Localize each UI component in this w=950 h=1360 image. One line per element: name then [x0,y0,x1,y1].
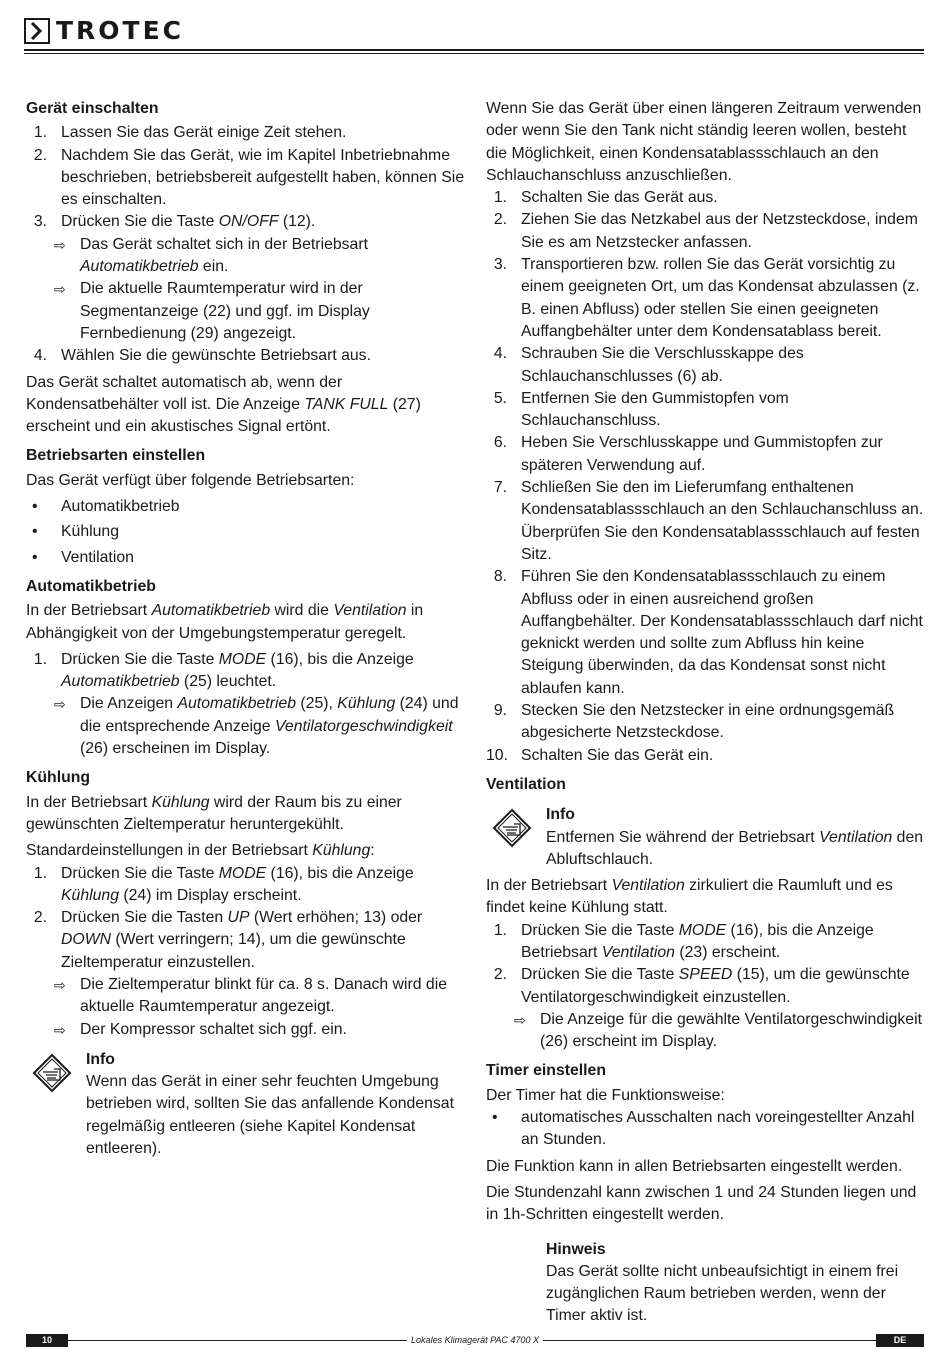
list-item: 3. Drücken Sie die Taste ON/OFF (12). [33,213,316,231]
list-item: 5. Entfernen Sie den Gummistopfen vom Schlauchanschluss. [493,389,789,430]
hinweis-title: Hinweis [546,1240,606,1258]
list-item: 1. Drücken Sie die Taste MODE (16), bis die Anzeige Betriebsart Ventilation (23) erscheint. [493,921,874,961]
footer-title: Lokales Klimagerät PAC 4700 X [26,1333,924,1347]
hinweis-text: Das Gerät sollte nicht unbeaufsichtigt in einem frei zugänglichen Raum betrieben werden, wenn der Timer aktiv ist. [546,1262,899,1325]
brand-name: TROTEC [56,16,185,45]
paragraph-kondensatablass: Wenn Sie das Gerät über einen längeren Zeitraum verwenden oder wenn Sie den Tank nicht ständig leeren wollen, besteht die Möglichkeit, einen Kondensatablassschlauch an den Schlauchanschluss anzuschließen. [486,100,922,184]
list-item: 2. Drücken Sie die Taste SPEED (15), um die gewünschte Ventilatorgeschwindigkeit einzustellen. [493,966,910,1006]
paragraph-timer-function: Die Funktion kann in allen Betriebsarten eingestellt werden. [486,1157,903,1175]
list-item: • Kühlung [32,523,119,541]
result-item: ⇨ Die Zieltemperatur blinkt für ca. 8 s. Danach wird die aktuelle Raumtemperatur angezeigt. [54,975,447,1016]
paragraph-ventilation: In der Betriebsart Ventilation zirkuliert die Raumluft und es findet keine Kühlung statt. [486,877,893,917]
list-item: 8. Führen Sie den Kondensatablassschlauch zu einem Abfluss oder in einen ausreichend großen Auffangbehälter. Der Kondensatablassschlauch darf nicht geknickt werden und sollte zum Abfluss hin keine Steigung überwinden, da das Kondensat sonst nicht ablaufen kann. [493,568,923,697]
list-item: • Ventilation [32,548,134,566]
page-header [24,18,924,58]
list-item: • automatisches Ausschalten nach voreingestellter Anzahl an Stunden. [492,1109,915,1149]
language-code: DE [876,1334,924,1347]
steps-einschalten [26,122,466,367]
list-item: 7. Schließen Sie den im Lieferumfang enthaltenen Kondensatablassschlauch an den Schlauchanschluss an. Überprüfen Sie den Kondensatablassschlauch auf festen Sitz. [493,479,924,563]
page-number: 10 [26,1334,68,1347]
result-item: ⇨ Die Anzeigen Automatikbetrieb (25), Kühlung (24) und die entsprechende Anzeige Ventilatorgeschwindigkeit (26) erscheinen im Display. [54,695,459,758]
heading-betriebsarten: Betriebsarten einstellen [26,447,206,465]
result-item: ⇨ Der Kompressor schaltet sich ggf. ein. [26,1019,466,1041]
info-title: Info [546,806,575,824]
paragraph-kuehlung: In der Betriebsart Kühlung wird der Raum bis zu einer gewünschten Zieltemperatur heruntergekühlt. [26,793,402,833]
info-pointing-hand-icon [32,1053,72,1093]
info-title: Info [86,1050,115,1068]
heading-timer: Timer einstellen [486,1062,606,1080]
list-item: 2. Nachdem Sie das Gerät, wie im Kapitel Inbetriebnahme beschrieben, betriebsbereit aufgestellt haben, können Sie es einschalten. [33,146,465,209]
info-text: Wenn das Gerät in einer sehr feuchten Umgebung betrieben wird, sollten Sie das anfallende Kondensat regelmäßig entleeren (siehe Kapitel Kondensat entleeren). [86,1073,454,1158]
result-item: ⇨ Das Gerät schaltet sich in der Betriebsart Automatikbetrieb ein. [54,235,368,276]
paragraph-automatikbetrieb: In der Betriebsart Automatikbetrieb wird die Ventilation in Abhängigkeit von der Umgebungstemperatur geregelt. [26,602,424,642]
list-item: 9. Stecken Sie den Netzstecker in eine ordnungsgemäß abgesicherte Netzsteckdose. [493,702,895,742]
right-column [486,98,926,1332]
steps-automatikbetrieb [26,649,466,760]
timer-list [486,1107,926,1152]
page-footer [26,1334,924,1347]
heading-kuehlung: Kühlung [26,769,91,787]
heading-ventilation: Ventilation [486,775,566,793]
info-pointing-hand-icon [492,808,532,848]
paragraph-timer: Der Timer hat die Funktionsweise: [486,1086,725,1104]
list-item: 1. Drücken Sie die Taste MODE (16), bis die Anzeige Kühlung (24) im Display erscheint. [33,864,414,904]
list-item: 1. Lassen Sie das Gerät einige Zeit stehen. [33,124,347,142]
result-item: ⇨ Die aktuelle Raumtemperatur wird in der Segmentanzeige (22) und ggf. im Display Fernbedienung (29) angezeigt. [54,280,370,342]
list-item: 4. Schrauben Sie die Verschlusskappe des Schlauchanschlusses (6) ab. [493,345,804,385]
paragraph-tank-full: Das Gerät schaltet automatisch ab, wenn der Kondensatbehälter voll ist. Die Anzeige TANK FULL (27) erscheint und ein akustisches Signal ertönt. [26,373,421,436]
arrow-right-icon: ⇨ [54,236,66,253]
heading-geraet-einschalten: Gerät einschalten [26,100,159,117]
list-item: 3. Transportieren bzw. rollen Sie das Gerät vorsichtig zu einem geeigneten Ort, um das Kondensat abzulassen (z. B. einen Abfluss) oder stellen Sie einen geeigneten Auffangbehälter unter dem Kondensatablass bereit. [493,256,920,340]
steps-kuehlung [26,863,466,1041]
modes-list [26,496,466,569]
heading-automatikbetrieb: Automatikbetrieb [26,577,156,595]
list-item: 6. Heben Sie Verschlusskappe und Gummistopfen zur späteren Verwendung auf. [493,434,883,474]
paragraph-betriebsarten: Das Gerät verfügt über folgende Betriebsarten: [26,471,355,489]
trotec-logo [24,18,184,44]
list-item: 1. Schalten Sie das Gerät aus. [493,189,718,207]
steps-kondensatablass [486,187,926,767]
header-rule [24,49,924,51]
arrow-right-icon: ⇨ [54,1021,66,1038]
info-box [26,1049,466,1160]
arrow-right-icon: ⇨ [514,1011,526,1028]
list-item: • Automatikbetrieb [32,498,180,516]
steps-ventilation [486,920,926,1054]
info-text: Entfernen Sie während der Betriebsart Ventilation den Abluftschlauch. [546,828,924,868]
left-column [26,98,466,1164]
arrow-right-icon: ⇨ [54,976,66,993]
hinweis-box [486,1239,926,1328]
list-item: 2. Ziehen Sie das Netzkabel aus der Netzsteckdose, indem Sie es am Netzstecker anfassen. [493,211,918,251]
result-item: ⇨ Die Anzeige für die gewählte Ventilatorgeschwindigkeit (26) erscheint im Display. [514,1010,922,1051]
paragraph-standardeinstellungen: Standardeinstellungen in der Betriebsart Kühlung: [26,842,375,860]
arrow-right-icon: ⇨ [54,281,66,298]
header-rule-thin [24,53,924,54]
info-box [486,804,926,871]
list-item: 1. Drücken Sie die Taste MODE (16), bis die Anzeige Automatikbetrieb (25) leuchtet. [33,650,414,691]
arrow-right-icon: ⇨ [54,696,66,713]
list-item: 10. Schalten Sie das Gerät ein. [486,746,714,764]
chevron-right-icon [24,18,50,44]
list-item: 4. Wählen Sie die gewünschte Betriebsart aus. [33,347,371,365]
paragraph-timer-hours: Die Stundenzahl kann zwischen 1 und 24 Stunden liegen und in 1h-Schritten eingestellt werden. [486,1183,917,1224]
list-item: 2. Drücken Sie die Tasten UP (Wert erhöhen; 13) oder DOWN (Wert verringern; 14), um die gewünschte Zieltemperatur einzustellen. [33,909,423,971]
